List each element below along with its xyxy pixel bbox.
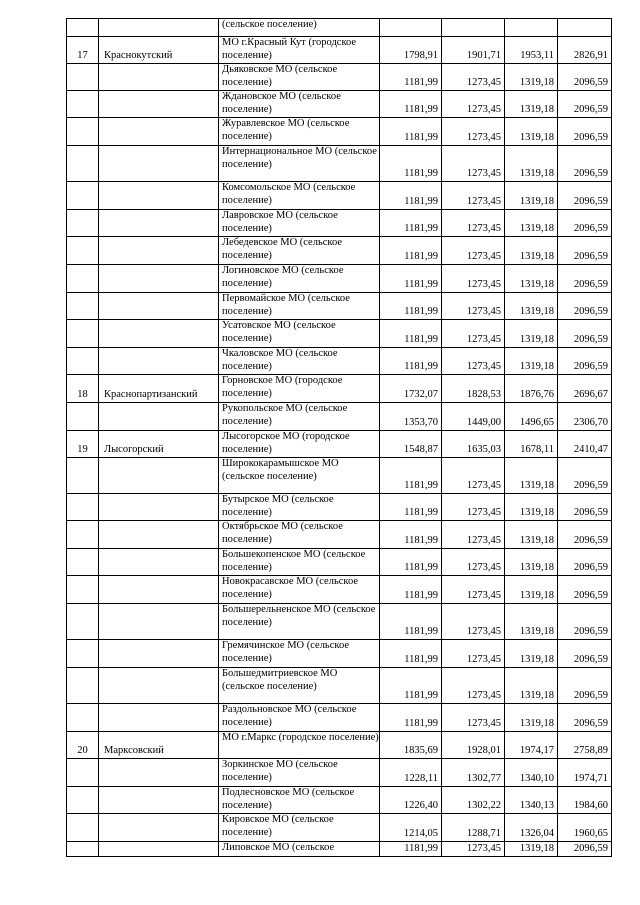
value-cell-2: 1901,71 (442, 37, 505, 64)
value-cell-2: 1273,45 (442, 604, 505, 640)
table-row (67, 19, 612, 37)
value-cell-2: 1273,45 (442, 118, 505, 146)
table-row (67, 521, 612, 549)
table-row (67, 604, 612, 640)
table-row (67, 146, 612, 182)
district-cell (99, 146, 219, 182)
district-cell: Марксовский (99, 732, 219, 759)
district-cell (99, 403, 219, 431)
district-cell (99, 458, 219, 494)
value-cell-1: 1181,99 (380, 91, 442, 118)
row-number-cell (67, 458, 99, 494)
municipality-cell: Бутырское МО (сельское поселение) (219, 494, 380, 521)
row-number-cell (67, 704, 99, 732)
row-number-cell (67, 210, 99, 237)
value-cell-2: 1273,45 (442, 704, 505, 732)
value-cell-3: 1319,18 (505, 320, 558, 348)
municipality-cell: Лебедевское МО (сельское поселение) (219, 237, 380, 265)
value-cell-1: 1181,99 (380, 182, 442, 210)
value-cell-3: 1319,18 (505, 64, 558, 91)
district-cell (99, 348, 219, 375)
table-row (67, 458, 612, 494)
row-number-cell (67, 668, 99, 704)
value-cell-1: 1181,99 (380, 320, 442, 348)
value-cell-3: 1319,18 (505, 91, 558, 118)
municipality-cell: Логиновское МО (сельское поселение) (219, 265, 380, 293)
district-cell (99, 320, 219, 348)
district-cell (99, 668, 219, 704)
value-cell-4: 2096,59 (558, 494, 612, 521)
row-number-cell (67, 237, 99, 265)
table-row (67, 375, 612, 403)
value-cell-4: 2096,59 (558, 210, 612, 237)
value-cell-4: 1984,60 (558, 787, 612, 814)
district-cell (99, 521, 219, 549)
value-cell-2: 1273,45 (442, 842, 505, 857)
value-cell-3: 1974,17 (505, 732, 558, 759)
value-cell-1: 1835,69 (380, 732, 442, 759)
value-cell-2: 1928,01 (442, 732, 505, 759)
municipality-cell: Гремячинское МО (сельское поселение) (219, 640, 380, 668)
municipality-cell: Зоркинское МО (сельское поселение) (219, 759, 380, 787)
district-cell (99, 19, 219, 37)
row-number-cell (67, 118, 99, 146)
value-cell-3: 1876,76 (505, 375, 558, 403)
value-cell-3: 1496,65 (505, 403, 558, 431)
value-cell-1: 1181,99 (380, 494, 442, 521)
municipality-cell: Подлесновское МО (сельское поселение) (219, 787, 380, 814)
table-row (67, 640, 612, 668)
value-cell-4: 2306,70 (558, 403, 612, 431)
value-cell-3: 1319,18 (505, 640, 558, 668)
table-row (67, 118, 612, 146)
row-number-cell (67, 19, 99, 37)
row-number-cell (67, 146, 99, 182)
district-cell (99, 494, 219, 521)
value-cell-3: 1340,10 (505, 759, 558, 787)
value-cell-4: 2096,59 (558, 842, 612, 857)
value-cell-1 (380, 19, 442, 37)
municipality-cell: Большедмитриевское МО (сельское поселение) (219, 668, 380, 704)
table-body (67, 19, 612, 857)
municipality-cell: Комсомольское МО (сельское поселение) (219, 182, 380, 210)
row-number-cell (67, 521, 99, 549)
municipality-cell: Дьяковское МО (сельское поселение) (219, 64, 380, 91)
value-cell-1: 1181,99 (380, 668, 442, 704)
value-cell-3: 1319,18 (505, 604, 558, 640)
value-cell-4: 1974,71 (558, 759, 612, 787)
district-cell (99, 549, 219, 576)
value-cell-3: 1319,18 (505, 146, 558, 182)
district-cell (99, 210, 219, 237)
value-cell-4: 2096,59 (558, 182, 612, 210)
municipality-cell: Первомайское МО (сельское поселение) (219, 293, 380, 320)
row-number-cell (67, 842, 99, 857)
value-cell-1: 1732,07 (380, 375, 442, 403)
value-cell-3: 1319,18 (505, 494, 558, 521)
district-cell (99, 814, 219, 842)
value-cell-2: 1273,45 (442, 210, 505, 237)
value-cell-3: 1319,18 (505, 458, 558, 494)
value-cell-3: 1319,18 (505, 182, 558, 210)
tariff-table-sheet (66, 18, 612, 857)
municipality-cell: Чкаловское МО (сельское поселение) (219, 348, 380, 375)
value-cell-1: 1181,99 (380, 604, 442, 640)
value-cell-3: 1319,18 (505, 576, 558, 604)
value-cell-2: 1273,45 (442, 668, 505, 704)
value-cell-1: 1181,99 (380, 146, 442, 182)
district-cell: Краснопартизанский (99, 375, 219, 403)
value-cell-4: 1960,65 (558, 814, 612, 842)
district-cell (99, 604, 219, 640)
value-cell-1: 1181,99 (380, 210, 442, 237)
value-cell-2: 1273,45 (442, 265, 505, 293)
municipality-cell: МО г.Красный Кут (городское поселение) (219, 37, 380, 64)
district-cell (99, 640, 219, 668)
municipality-cell: Рукопольское МО (сельское поселение) (219, 403, 380, 431)
municipality-cell: МО г.Маркс (городское поселение) (219, 732, 380, 759)
table-row (67, 842, 612, 857)
municipality-cell: Горновское МО (городское поселение) (219, 375, 380, 403)
value-cell-2: 1273,45 (442, 521, 505, 549)
value-cell-2: 1635,03 (442, 431, 505, 458)
row-number-cell (67, 320, 99, 348)
value-cell-3: 1319,18 (505, 210, 558, 237)
table-row (67, 348, 612, 375)
value-cell-3: 1319,18 (505, 549, 558, 576)
municipality-cell: Новокрасавское МО (сельское поселение) (219, 576, 380, 604)
table-row (67, 320, 612, 348)
value-cell-1: 1181,99 (380, 293, 442, 320)
district-cell (99, 759, 219, 787)
value-cell-1: 1181,99 (380, 521, 442, 549)
row-number-cell: 18 (67, 375, 99, 403)
district-cell (99, 118, 219, 146)
value-cell-1: 1226,40 (380, 787, 442, 814)
municipality-cell: Октябрьское МО (сельское поселение) (219, 521, 380, 549)
municipality-cell: Интернациональное МО (сельское поселение) (219, 146, 380, 182)
municipality-cell: Лысогорское МО (городское поселение) (219, 431, 380, 458)
value-cell-2: 1273,45 (442, 293, 505, 320)
table-row (67, 91, 612, 118)
value-cell-2: 1288,71 (442, 814, 505, 842)
value-cell-2: 1273,45 (442, 182, 505, 210)
municipality-cell: Раздольновское МО (сельское поселение) (219, 704, 380, 732)
value-cell-2: 1273,45 (442, 91, 505, 118)
table-row (67, 668, 612, 704)
value-cell-1: 1228,11 (380, 759, 442, 787)
value-cell-2: 1273,45 (442, 146, 505, 182)
value-cell-1: 1798,91 (380, 37, 442, 64)
district-cell (99, 237, 219, 265)
municipality-cell: Усатовское МО (сельское поселение) (219, 320, 380, 348)
table-row (67, 576, 612, 604)
value-cell-4: 2096,59 (558, 64, 612, 91)
row-number-cell (67, 576, 99, 604)
value-cell-4: 2096,59 (558, 320, 612, 348)
district-cell (99, 182, 219, 210)
row-number-cell (67, 293, 99, 320)
table-row (67, 704, 612, 732)
value-cell-3: 1319,18 (505, 348, 558, 375)
table-row (67, 210, 612, 237)
value-cell-3: 1340,13 (505, 787, 558, 814)
district-cell (99, 842, 219, 857)
value-cell-4: 2096,59 (558, 521, 612, 549)
value-cell-2: 1273,45 (442, 348, 505, 375)
row-number-cell (67, 640, 99, 668)
value-cell-2: 1273,45 (442, 494, 505, 521)
row-number-cell (67, 604, 99, 640)
table-row (67, 814, 612, 842)
value-cell-3: 1953,11 (505, 37, 558, 64)
row-number-cell (67, 549, 99, 576)
value-cell-2: 1273,45 (442, 320, 505, 348)
district-cell (99, 787, 219, 814)
municipality-cell: Кировское МО (сельское поселение) (219, 814, 380, 842)
value-cell-2: 1302,22 (442, 787, 505, 814)
value-cell-4: 2096,59 (558, 604, 612, 640)
district-cell (99, 91, 219, 118)
row-number-cell: 20 (67, 732, 99, 759)
row-number-cell (67, 814, 99, 842)
row-number-cell (67, 787, 99, 814)
value-cell-2: 1273,45 (442, 458, 505, 494)
table-row (67, 549, 612, 576)
value-cell-4: 2096,59 (558, 237, 612, 265)
district-cell: Краснокутский (99, 37, 219, 64)
value-cell-1: 1181,99 (380, 265, 442, 293)
value-cell-2 (442, 19, 505, 37)
value-cell-1: 1548,87 (380, 431, 442, 458)
table-row (67, 293, 612, 320)
value-cell-2: 1273,45 (442, 640, 505, 668)
value-cell-3: 1326,04 (505, 814, 558, 842)
value-cell-3: 1678,11 (505, 431, 558, 458)
row-number-cell (67, 265, 99, 293)
row-number-cell (67, 64, 99, 91)
table-row (67, 403, 612, 431)
row-number-cell (67, 91, 99, 118)
district-cell (99, 704, 219, 732)
value-cell-1: 1353,70 (380, 403, 442, 431)
municipality-cell: Большекопенское МО (сельское поселение) (219, 549, 380, 576)
value-cell-4: 2826,91 (558, 37, 612, 64)
value-cell-1: 1181,99 (380, 549, 442, 576)
municipality-cell: Ждановское МО (сельское поселение) (219, 91, 380, 118)
row-number-cell (67, 759, 99, 787)
district-cell (99, 64, 219, 91)
table-row (67, 37, 612, 64)
value-cell-4: 2096,59 (558, 704, 612, 732)
value-cell-1: 1181,99 (380, 458, 442, 494)
value-cell-2: 1302,77 (442, 759, 505, 787)
value-cell-4: 2096,59 (558, 293, 612, 320)
table-row (67, 431, 612, 458)
value-cell-3: 1319,18 (505, 118, 558, 146)
value-cell-4: 2758,89 (558, 732, 612, 759)
table-row (67, 732, 612, 759)
row-number-cell (67, 182, 99, 210)
value-cell-3: 1319,18 (505, 704, 558, 732)
value-cell-3 (505, 19, 558, 37)
table-row (67, 237, 612, 265)
table-row (67, 787, 612, 814)
table-row (67, 64, 612, 91)
row-number-cell: 19 (67, 431, 99, 458)
value-cell-3: 1319,18 (505, 293, 558, 320)
value-cell-4: 2096,59 (558, 348, 612, 375)
value-cell-4: 2096,59 (558, 549, 612, 576)
table-row (67, 182, 612, 210)
municipality-cell: Липовское МО (сельское (219, 842, 380, 857)
value-cell-1: 1181,99 (380, 237, 442, 265)
municipality-cell: (сельское поселение) (219, 19, 380, 37)
district-cell (99, 293, 219, 320)
value-cell-3: 1319,18 (505, 842, 558, 857)
value-cell-2: 1273,45 (442, 576, 505, 604)
value-cell-1: 1181,99 (380, 842, 442, 857)
value-cell-1: 1214,05 (380, 814, 442, 842)
district-cell (99, 576, 219, 604)
value-cell-3: 1319,18 (505, 237, 558, 265)
value-cell-4: 2096,59 (558, 146, 612, 182)
row-number-cell (67, 494, 99, 521)
value-cell-3: 1319,18 (505, 668, 558, 704)
value-cell-2: 1273,45 (442, 237, 505, 265)
municipality-cell: Ширококарамышское МО (сельское поселение) (219, 458, 380, 494)
value-cell-4: 2096,59 (558, 265, 612, 293)
value-cell-4: 2096,59 (558, 91, 612, 118)
value-cell-1: 1181,99 (380, 64, 442, 91)
value-cell-4: 2410,47 (558, 431, 612, 458)
value-cell-1: 1181,99 (380, 118, 442, 146)
value-cell-4: 2096,59 (558, 640, 612, 668)
value-cell-2: 1828,53 (442, 375, 505, 403)
value-cell-1: 1181,99 (380, 640, 442, 668)
municipality-cell: Большерельненское МО (сельское поселение) (219, 604, 380, 640)
table-row (67, 265, 612, 293)
municipality-cell: Журавлевское МО (сельское поселение) (219, 118, 380, 146)
district-cell: Лысогорский (99, 431, 219, 458)
table-row (67, 759, 612, 787)
value-cell-2: 1273,45 (442, 64, 505, 91)
value-cell-4: 2696,67 (558, 375, 612, 403)
row-number-cell (67, 403, 99, 431)
value-cell-3: 1319,18 (505, 521, 558, 549)
value-cell-1: 1181,99 (380, 704, 442, 732)
value-cell-4: 2096,59 (558, 118, 612, 146)
value-cell-1: 1181,99 (380, 348, 442, 375)
value-cell-4 (558, 19, 612, 37)
value-cell-4: 2096,59 (558, 668, 612, 704)
value-cell-2: 1449,00 (442, 403, 505, 431)
table-row (67, 494, 612, 521)
row-number-cell (67, 348, 99, 375)
value-cell-4: 2096,59 (558, 576, 612, 604)
value-cell-3: 1319,18 (505, 265, 558, 293)
municipality-cell: Лавровское МО (сельское поселение) (219, 210, 380, 237)
row-number-cell: 17 (67, 37, 99, 64)
value-cell-4: 2096,59 (558, 458, 612, 494)
district-cell (99, 265, 219, 293)
value-cell-2: 1273,45 (442, 549, 505, 576)
value-cell-1: 1181,99 (380, 576, 442, 604)
tariff-table (66, 18, 612, 857)
